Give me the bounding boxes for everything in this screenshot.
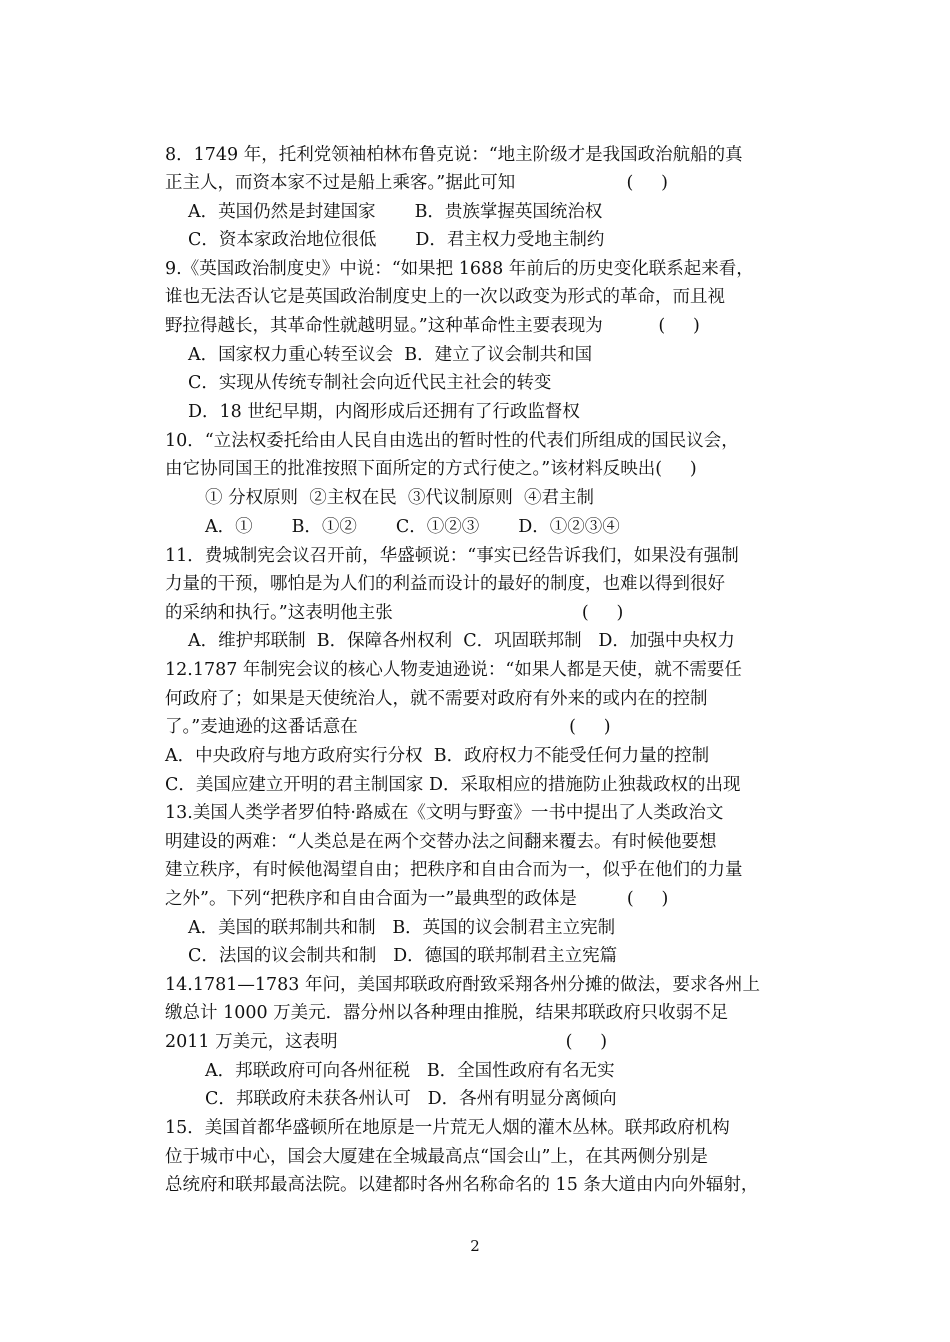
question-9-option-ab: A．国家权力重心转至议会 B．建立了议会制共和国: [188, 345, 593, 365]
question-10-options: A．① B．①② C．①②③ D．①②③④: [205, 517, 620, 537]
question-14-option-ab: A．邦联政府可向各州征税 B．全国性政府有名无实: [205, 1061, 615, 1081]
question-8-line-2: 正主人，而资本家不过是船上乘客。”据此可知 ( ): [165, 173, 668, 193]
question-12-line-1: 12.1787 年制宪会议的核心人物麦迪逊说：“如果人都是天使，就不需要任: [165, 660, 742, 680]
question-12-line-3: 了。”麦迪逊的这番话意在 ( ): [165, 717, 611, 737]
question-9-option-c: C．实现从传统专制社会向近代民主社会的转变: [188, 373, 552, 393]
question-10-line-2: 由它协同国王的批准按照下面所定的方式行使之。”该材料反映出( ): [165, 459, 697, 479]
question-13-line-4: 之外”。下列“把秩序和自由合面为一”最典型的政体是 ( ): [165, 889, 669, 909]
question-12-line-2: 何政府了；如果是天使统治人，就不需要对政府有外来的或内在的控制: [165, 689, 708, 709]
question-9-line-1: 9.《英国政治制度史》中说：“如果把 1688 年前后的历史变化联系起来看，: [165, 259, 754, 279]
question-11-line-1: 11．费城制宪会议召开前，华盛顿说：“事实已经告诉我们，如果没有强制: [165, 546, 739, 566]
question-15-line-1: 15．美国首都华盛顿所在地原是一片荒无人烟的灌木丛林。联邦政府机构: [165, 1118, 730, 1138]
question-13-line-1: 13.美国人类学者罗伯特·路威在《文明与野蛮》一书中提出了人类政治文: [165, 803, 724, 823]
question-13-option-ab: A．美国的联邦制共和制 B．英国的议会制君主立宪制: [188, 918, 616, 938]
question-9-line-3: 野拉得越长，其革命性就越明显。”这种革命性主要表现为 ( ): [165, 316, 700, 336]
question-12-option-ab: A．中央政府与地方政府实行分权 B．政府权力不能受任何力量的控制: [165, 746, 710, 766]
question-13-line-3: 建立秩序，有时候他渴望自由；把秩序和自由合而为一，似乎在他们的力量: [165, 860, 743, 880]
question-8-line-1: 8．1749 年，托利党领袖柏林布鲁克说：“地主阶级才是我国政治航船的真: [165, 145, 743, 165]
page-number: 2: [470, 1237, 480, 1255]
question-10-items: ① 分权原则 ②主权在民 ③代议制原则 ④君主制: [205, 488, 594, 508]
question-10-line-1: 10．“立法权委托给由人民自由选出的暂时性的代表们所组成的国民议会，: [165, 431, 739, 451]
question-13-option-cd: C．法国的议会制共和制 D．德国的联邦制君主立宪篇: [188, 946, 618, 966]
question-9-option-d: D．18 世纪早期，内阁形成后还拥有了行政监督权: [188, 402, 580, 422]
question-14-line-3: 2011 万美元，这表明 ( ): [165, 1032, 608, 1052]
question-15-line-3: 总统府和联邦最高法院。以建都时各州名称命名的 15 条大道由内向外辐射，: [165, 1175, 759, 1195]
question-8-option-cd: C．资本家政治地位很低 D．君主权力受地主制约: [188, 230, 605, 250]
question-15-line-2: 位于城市中心，国会大厦建在全城最高点“国会山”上，在其两侧分别是: [165, 1147, 708, 1167]
question-11-line-3: 的采纳和执行。”这表明他主张 ( ): [165, 603, 624, 623]
question-9-line-2: 谁也无法否认它是英国政治制度史上的一次以政变为形式的革命，而且视: [165, 287, 725, 307]
question-14-line-1: 14.1781—1783 年问，美国邦联政府酎致采翔各州分摊的做法，要求各州上: [165, 975, 760, 995]
question-8-option-ab: A．英国仍然是封建国家 B．贵族掌握英国统治权: [188, 202, 603, 222]
question-14-line-2: 缴总计 1000 万美元．嚣分州以各种理由推脱，结果邦联政府只收弱不足: [165, 1003, 729, 1023]
question-12-option-cd: C．美国应建立开明的君主制国家 D．采取相应的措施防止独裁政权的出现: [165, 775, 741, 795]
question-13-line-2: 明建设的两难：“人类总是在两个交替办法之间翻来覆去。有时候他要想: [165, 832, 717, 852]
question-11-options: A．维护邦联制 B．保障各州权利 C．巩固联邦制 D．加强中央权力: [188, 631, 735, 651]
question-11-line-2: 力量的干预，哪怕是为人们的利益而设计的最好的制度，也难以得到很好: [165, 574, 725, 594]
question-14-option-cd: C．邦联政府未获各州认可 D．各州有明显分离倾向: [205, 1089, 617, 1109]
